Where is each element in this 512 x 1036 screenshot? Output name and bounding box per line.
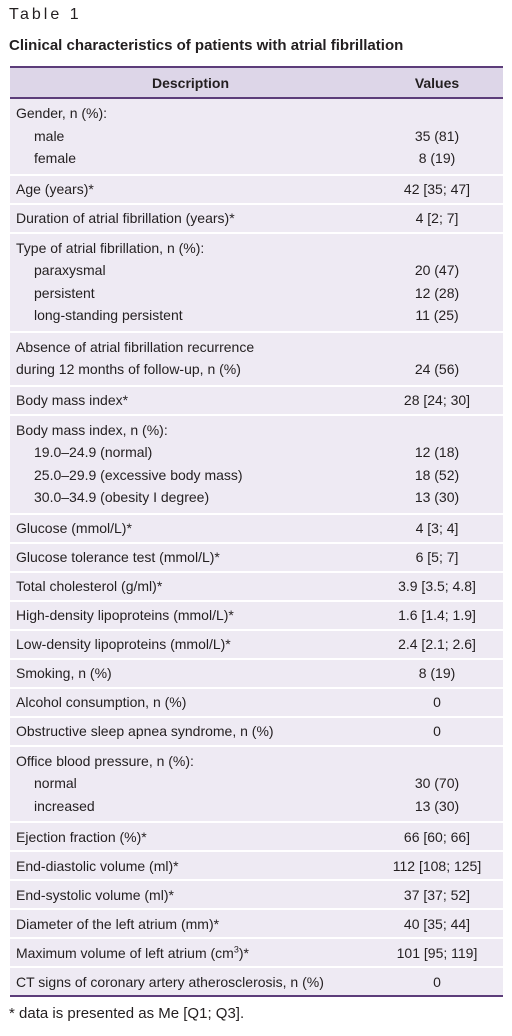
row-value: 28 [24; 30] (403, 392, 471, 408)
row-value: 18 (52) (414, 466, 460, 483)
header-description: Description (151, 74, 229, 91)
row-value: 101 [95; 119] (396, 944, 478, 961)
row-label: Obstructive sleep apnea syndrome, n (%) (16, 723, 274, 739)
row-label (10, 945, 371, 961)
row-label: Total cholesterol (g/ml)* (16, 578, 163, 594)
table-row-ct-signs (10, 968, 503, 995)
row-value: 0 (433, 973, 441, 990)
table-row-bmi (10, 387, 503, 416)
table-row-absence (10, 333, 503, 387)
table-row-osa (10, 718, 503, 747)
row-value: 13 (30) (414, 797, 460, 814)
row-value: 0 (433, 694, 441, 710)
row-label: Glucose tolerance test (mmol/L)* (16, 549, 220, 565)
row-value: 112 [108; 125] (392, 857, 482, 874)
row-value: 37 [37; 52] (403, 886, 471, 903)
superscript: 3 (233, 943, 239, 954)
row-label: Type of atrial fibrillation, n (%): (16, 239, 205, 256)
row-sublabel: long-standing persistent (34, 307, 183, 324)
row-label: Gender, n (%): (16, 105, 108, 122)
table-header (10, 68, 503, 99)
row-sublabel: 19.0–24.9 (normal) (34, 444, 153, 461)
table-row-glucose (10, 515, 503, 544)
table-row-edv (10, 852, 503, 881)
row-sublabel: 30.0–34.9 (obesity I degree) (34, 489, 210, 506)
table-title: Clinical characteristics of patients with atrial fibrillation (9, 37, 404, 54)
row-label: Low-density lipoproteins (mmol/L)* (16, 636, 231, 652)
row-value: 30 (70) (414, 775, 460, 792)
table-row-gtt (10, 544, 503, 573)
row-value: 0 (433, 723, 441, 739)
table-row-bmi-categories (10, 416, 503, 515)
row-value: 8 (19) (418, 665, 456, 681)
row-value: 35 (81) (414, 127, 460, 144)
row-sublabel: increased (34, 797, 95, 814)
table-row-ldl (10, 631, 503, 660)
table-row-duration (10, 205, 503, 234)
table-footnote: * data is presented as Me [Q1; Q3]. (9, 1005, 245, 1022)
row-sublabel: 25.0–29.9 (excessive body mass) (34, 466, 243, 483)
row-label: Duration of atrial fibrillation (years)* (16, 210, 235, 226)
row-value: 66 [60; 66] (403, 828, 471, 845)
row-value: 12 (28) (414, 284, 460, 301)
row-sublabel: female (34, 150, 77, 167)
row-label: Smoking, n (%) (16, 665, 112, 681)
row-label: Alcohol consumption, n (%) (16, 694, 187, 710)
row-label: High-density lipoproteins (mmol/L)* (16, 607, 234, 623)
table-row-gender (10, 99, 503, 176)
row-value: 11 (25) (415, 307, 459, 324)
table-row-la-volume (10, 939, 503, 968)
table-row-la-diameter (10, 910, 503, 939)
table-row-esv (10, 881, 503, 910)
table-row-smoking (10, 660, 503, 689)
row-value: 20 (47) (414, 262, 460, 279)
table-row-af-type (10, 234, 503, 333)
row-sublabel: male (34, 127, 65, 144)
row-label: Age (years)* (16, 181, 94, 197)
row-sublabel: persistent (34, 284, 95, 301)
row-label: Office blood pressure, n (%): (16, 752, 194, 769)
row-sublabel: paraxysmal (34, 262, 106, 279)
row-label: Body mass index* (16, 392, 129, 408)
table-row-hdl (10, 602, 503, 631)
table-row-cholesterol (10, 573, 503, 602)
header-values: Values (414, 74, 460, 91)
row-value: 4 [3; 4] (415, 520, 459, 536)
row-value: 2.4 [2.1; 2.6] (398, 636, 476, 652)
characteristics-table (10, 66, 503, 997)
table-row-ejection-fraction (10, 823, 503, 852)
row-value: 13 (30) (414, 489, 460, 506)
row-label: End-diastolic volume (ml)* (16, 857, 179, 874)
row-label-cont: during 12 months of follow-up, n (%) (16, 361, 241, 378)
row-label: Ejection fraction (%)* (16, 828, 147, 845)
row-label-text: Maximum volume of left atrium (cm (16, 944, 234, 961)
row-value: 1.6 [1.4; 1.9] (398, 607, 476, 623)
row-value: 8 (19) (418, 150, 456, 167)
row-label: Absence of atrial fibrillation recurrence (16, 338, 255, 355)
row-label: Glucose (mmol/L)* (16, 520, 132, 536)
row-value: 12 (18) (414, 444, 460, 461)
row-label: Diameter of the left atrium (mm)* (16, 915, 220, 932)
row-label-suffix: )* (238, 944, 249, 961)
row-label: Body mass index, n (%): (16, 421, 168, 438)
row-value: 40 [35; 44] (403, 915, 471, 932)
table-row-age (10, 176, 503, 205)
row-label: End-systolic volume (ml)* (16, 886, 174, 903)
table-row-blood-pressure (10, 747, 503, 824)
row-label: CT signs of coronary artery atherosclerosis, n (%) (16, 973, 324, 990)
row-value: 6 [5; 7] (415, 549, 459, 565)
row-value: 3.9 [3.5; 4.8] (398, 578, 476, 594)
table-row-alcohol (10, 689, 503, 718)
row-sublabel: normal (34, 775, 77, 792)
table-label: Table 1 (9, 6, 82, 23)
row-value: 4 [2; 7] (415, 210, 459, 226)
row-value: 42 [35; 47] (403, 181, 471, 197)
row-value: 24 (56) (414, 361, 460, 378)
